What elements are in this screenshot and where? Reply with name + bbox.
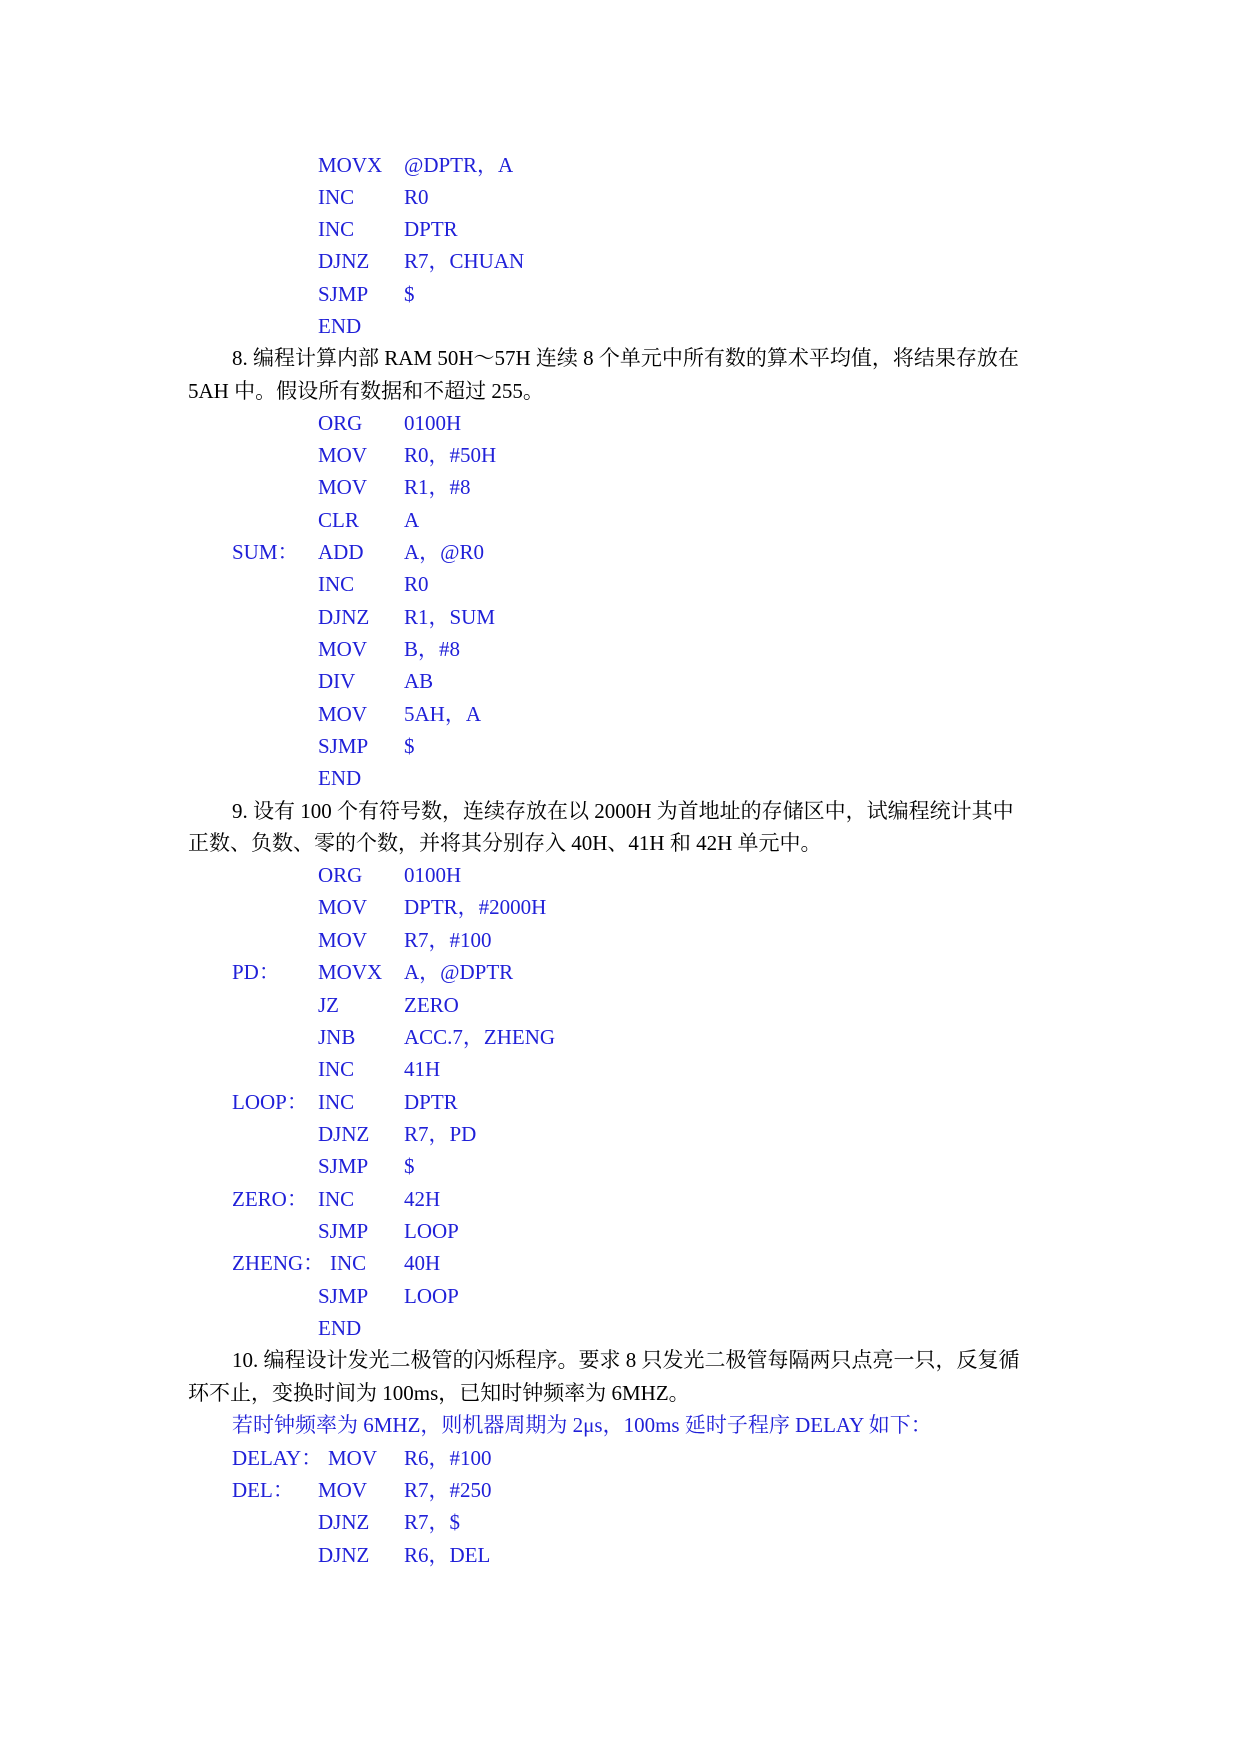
code-operand: 42H xyxy=(404,1187,441,1211)
code-operand: 41H xyxy=(404,1057,441,1081)
code-opcode: MOV xyxy=(318,702,368,726)
code-opcode: INC xyxy=(318,1090,355,1114)
code-opcode: ORG xyxy=(318,863,363,887)
code-opcode: END xyxy=(318,314,362,338)
code-operand: R6，DEL xyxy=(404,1543,491,1567)
code-operand: ACC.7，ZHENG xyxy=(404,1025,556,1049)
code-opcode: ORG xyxy=(318,411,363,435)
code-opcode: SJMP xyxy=(318,734,369,758)
question-8-line-1: 8. 编程计算内部 RAM 50H～57H 连续 8 个单元中所有数的算术平均值，将结果存放在 xyxy=(232,346,1019,370)
code-label: ZERO： xyxy=(232,1187,308,1211)
code-label: DELAY： xyxy=(232,1446,323,1470)
code-opcode: INC xyxy=(318,185,355,209)
code-opcode: INC xyxy=(318,217,355,241)
code-operand: ZERO xyxy=(404,993,459,1017)
code-opcode: SJMP xyxy=(318,1219,369,1243)
code-opcode: DJNZ xyxy=(318,249,370,273)
answer-note: 若时钟频率为 6MHZ，则机器周期为 2μs，100ms 延时子程序 DELAY 如下： xyxy=(232,1413,932,1437)
code-operand: R6，#100 xyxy=(404,1446,492,1470)
code-label: LOOP： xyxy=(232,1090,308,1114)
code-opcode: MOV xyxy=(318,895,368,919)
code-opcode: MOV xyxy=(318,1478,368,1502)
code-opcode: DIV xyxy=(318,669,356,693)
code-opcode: SJMP xyxy=(318,1154,369,1178)
code-label: SUM： xyxy=(232,540,299,564)
code-operand: R0 xyxy=(404,572,429,596)
code-operand: A，@DPTR xyxy=(404,960,514,984)
code-opcode: MOV xyxy=(318,475,368,499)
code-operand: LOOP xyxy=(404,1219,459,1243)
code-operand: $ xyxy=(404,1154,415,1178)
code-operand: 0100H xyxy=(404,411,462,435)
code-opcode: JNB xyxy=(318,1025,356,1049)
code-opcode: END xyxy=(318,1316,362,1340)
code-operand: A，@R0 xyxy=(404,540,485,564)
code-opcode: SJMP xyxy=(318,1284,369,1308)
code-operand: DPTR，#2000H xyxy=(404,895,547,919)
code-opcode: MOV xyxy=(318,637,368,661)
code-opcode: END xyxy=(318,766,362,790)
code-operand: R0，#50H xyxy=(404,443,497,467)
code-opcode: MOV xyxy=(328,1446,378,1470)
code-operand: R7，#100 xyxy=(404,928,492,952)
code-operand: DPTR xyxy=(404,217,458,241)
code-opcode: DJNZ xyxy=(318,1122,370,1146)
code-opcode: ADD xyxy=(318,540,364,564)
code-operand: 40H xyxy=(404,1251,441,1275)
code-operand: A xyxy=(404,508,420,532)
code-opcode: SJMP xyxy=(318,282,369,306)
code-operand: R1，#8 xyxy=(404,475,471,499)
code-operand: $ xyxy=(404,734,415,758)
code-opcode: MOV xyxy=(318,443,368,467)
code-operand: R7，#250 xyxy=(404,1478,492,1502)
question-8-line-2: 5AH 中。假设所有数据和不超过 255。 xyxy=(188,379,544,403)
code-operand: B，#8 xyxy=(404,637,461,661)
code-operand: LOOP xyxy=(404,1284,459,1308)
code-opcode: MOVX xyxy=(318,960,383,984)
code-opcode: INC xyxy=(318,572,355,596)
code-opcode: MOV xyxy=(318,928,368,952)
code-operand: $ xyxy=(404,282,415,306)
code-opcode: DJNZ xyxy=(318,1510,370,1534)
question-9-line-2: 正数、负数、零的个数，并将其分别存入 40H、41H 和 42H 单元中。 xyxy=(188,831,822,855)
code-opcode: INC xyxy=(318,1057,355,1081)
question-9-line-1: 9. 设有 100 个有符号数，连续存放在以 2000H 为首地址的存储区中，试编程统计其中 xyxy=(232,799,1014,823)
code-opcode: DJNZ xyxy=(318,605,370,629)
code-label: ZHENG： xyxy=(232,1251,325,1275)
code-operand: @DPTR，A xyxy=(404,153,514,177)
code-operand: R0 xyxy=(404,185,429,209)
code-opcode: CLR xyxy=(318,508,359,532)
code-operand: R1，SUM xyxy=(404,605,496,629)
code-opcode: JZ xyxy=(318,993,339,1017)
question-10-line-2: 环不止，变换时间为 100ms，已知时钟频率为 6MHZ。 xyxy=(188,1381,690,1405)
code-operand: 5AH，A xyxy=(404,702,481,726)
code-opcode: INC xyxy=(330,1251,367,1275)
code-opcode: DJNZ xyxy=(318,1543,370,1567)
code-operand: R7，$ xyxy=(404,1510,461,1534)
code-operand: DPTR xyxy=(404,1090,458,1114)
code-operand: AB xyxy=(404,669,434,693)
code-operand: 0100H xyxy=(404,863,462,887)
code-operand: R7，CHUAN xyxy=(404,249,525,273)
code-opcode: MOVX xyxy=(318,153,383,177)
code-opcode: INC xyxy=(318,1187,355,1211)
question-10-line-1: 10. 编程设计发光二极管的闪烁程序。要求 8 只发光二极管每隔两只点亮一只，反复循 xyxy=(232,1348,1020,1372)
code-operand: R7，PD xyxy=(404,1122,477,1146)
code-label: DEL： xyxy=(232,1478,294,1502)
code-label: PD： xyxy=(232,960,280,984)
